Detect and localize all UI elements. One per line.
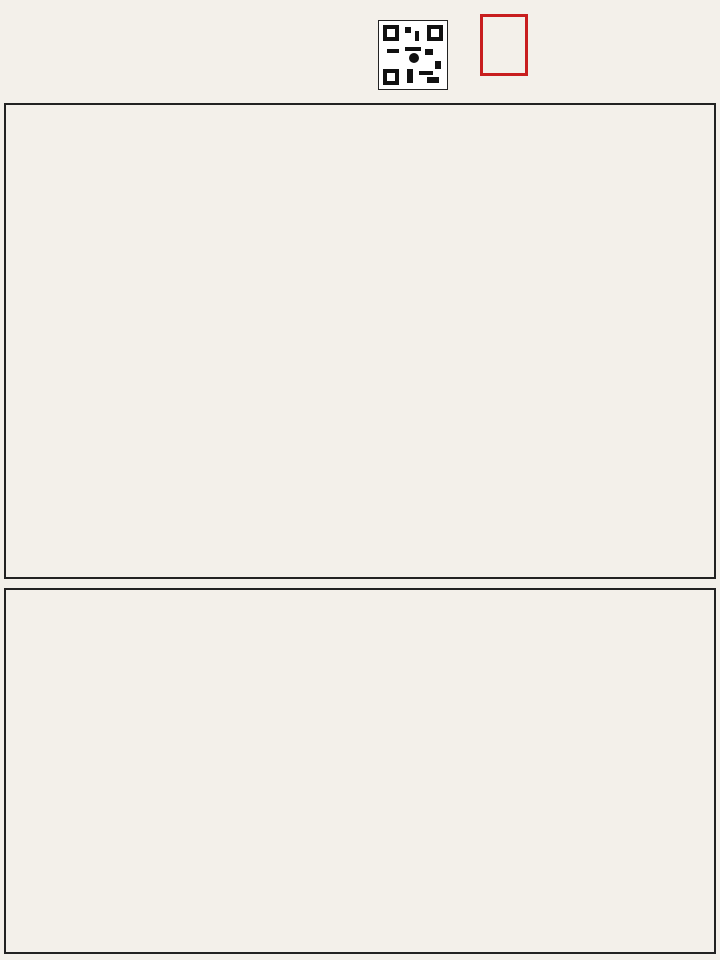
pillar-grid	[4, 103, 716, 579]
qr-code-icon	[378, 20, 448, 90]
brand-seal	[480, 14, 528, 76]
year-grid	[4, 588, 716, 954]
